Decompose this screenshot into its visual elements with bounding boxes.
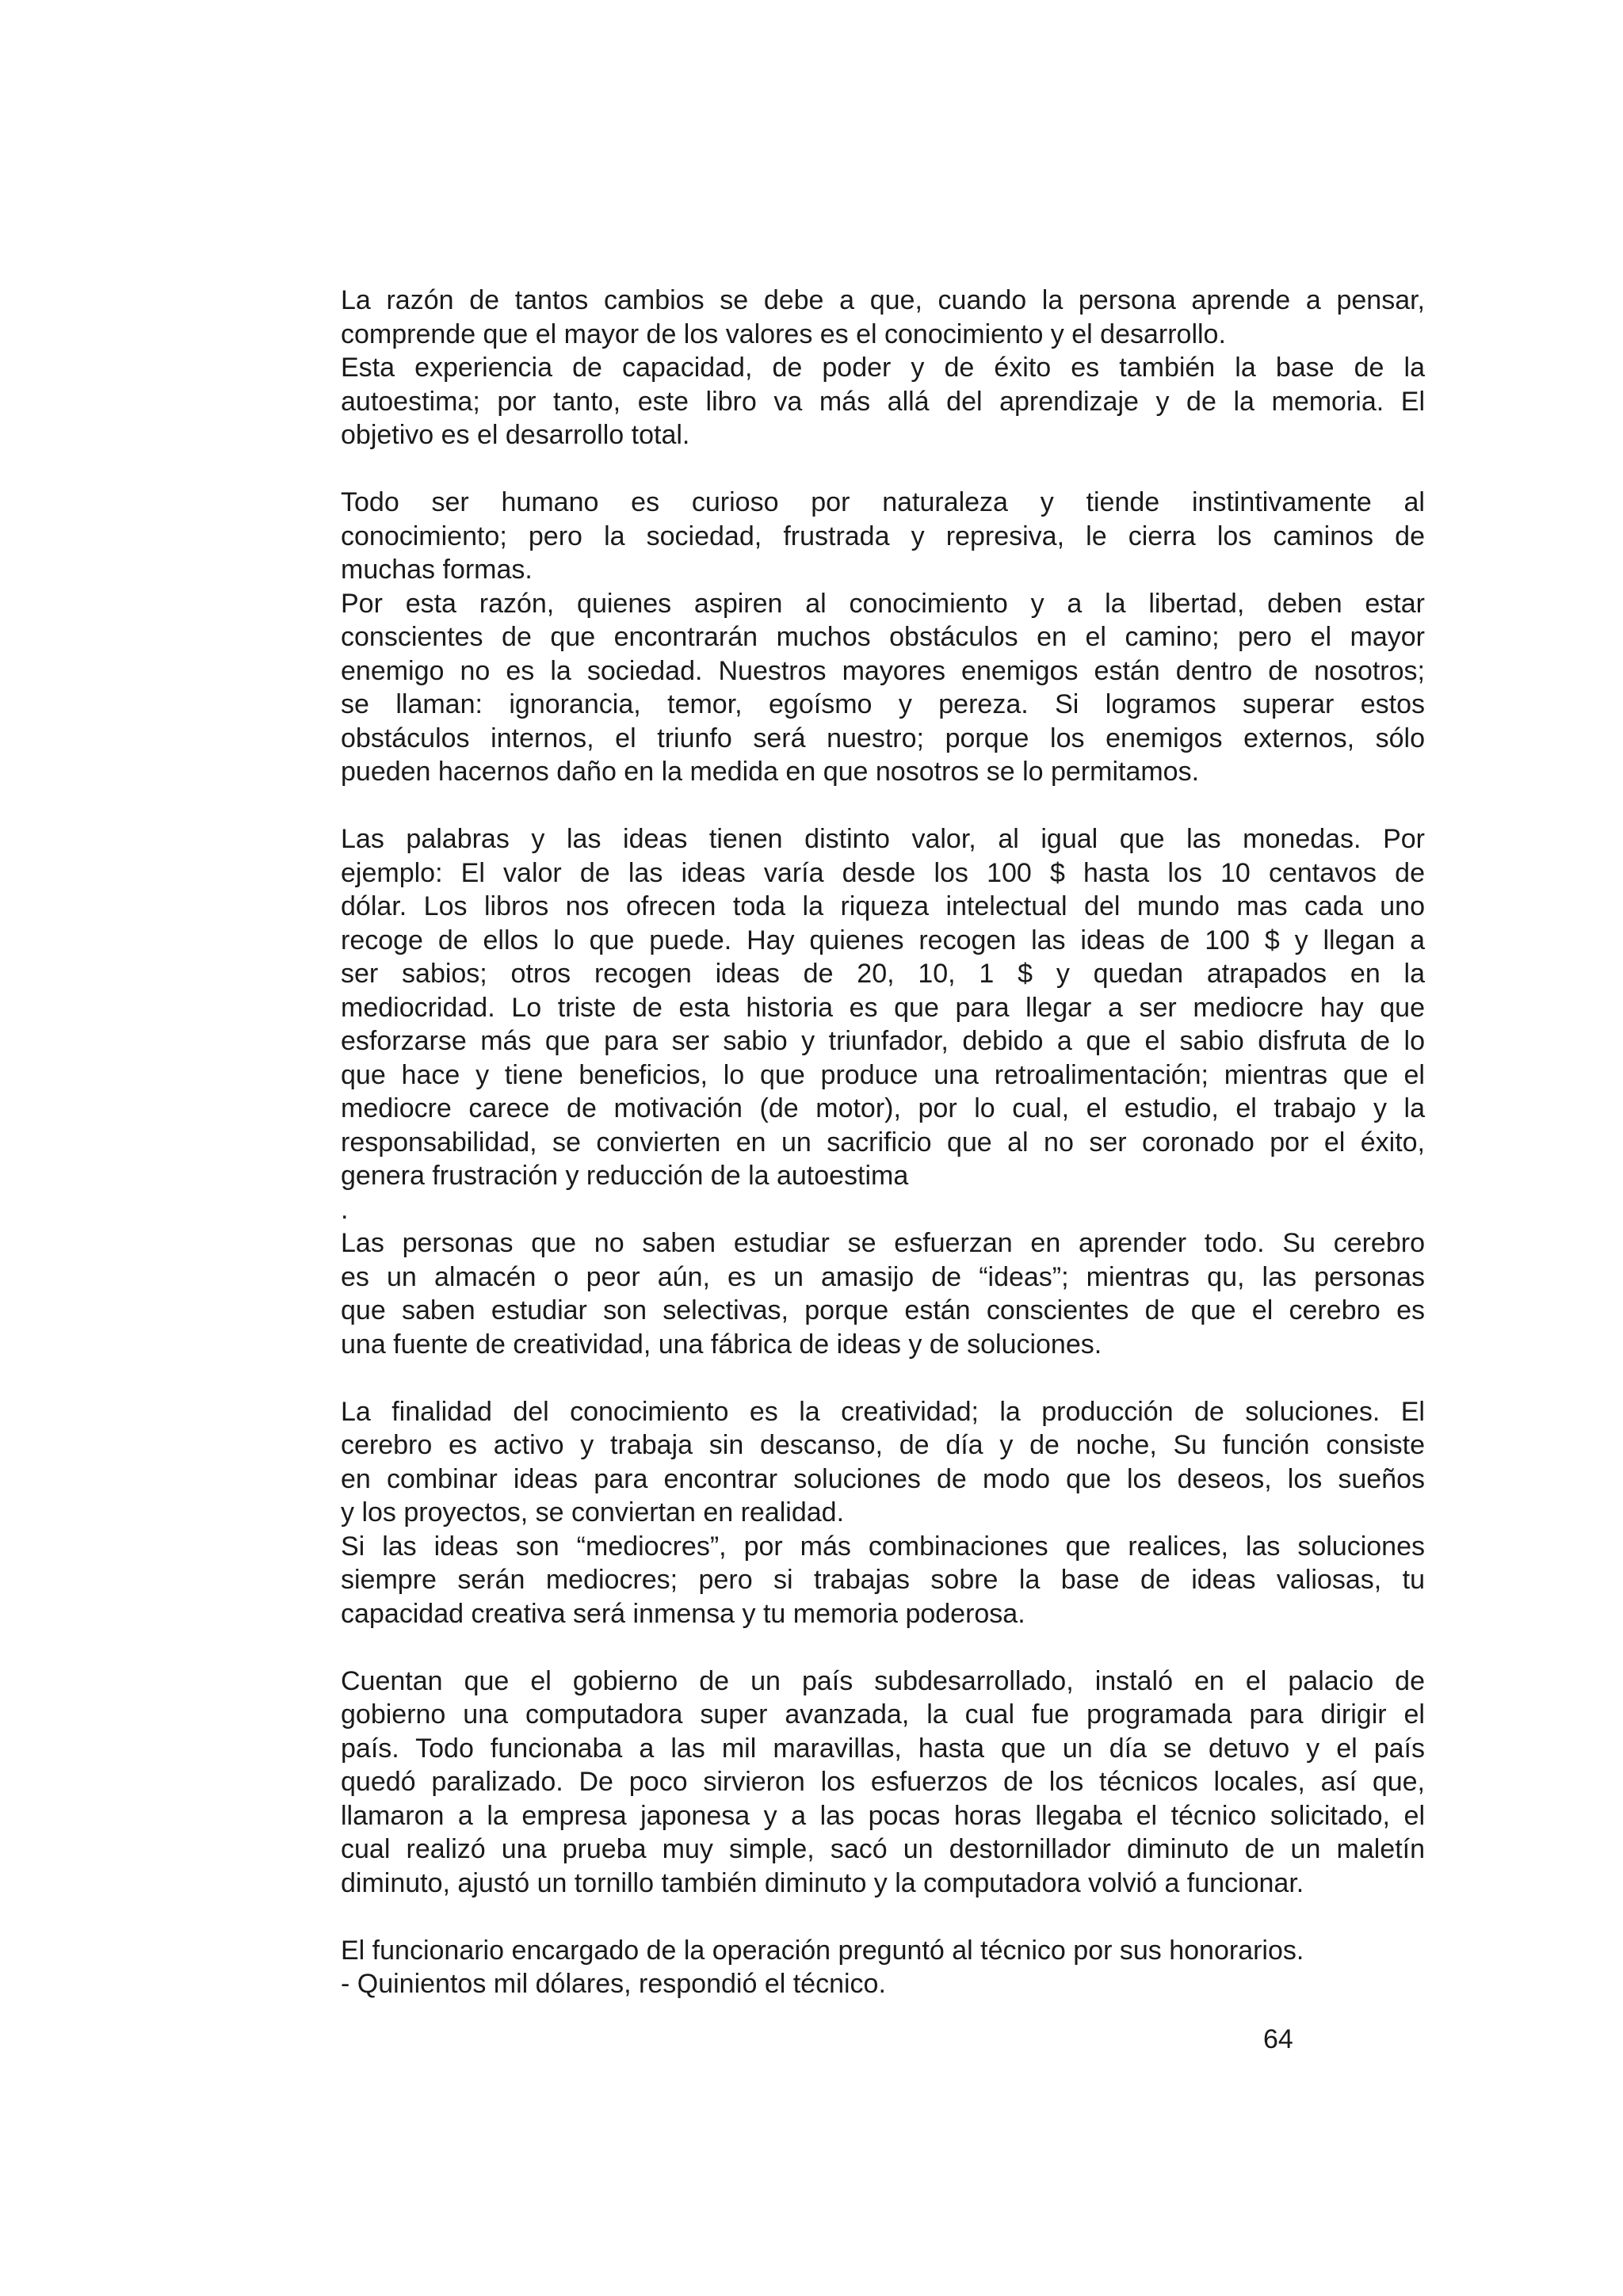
text-line: enemigo no es la sociedad. Nuestros mayores enemigos están dentro de nosotros; xyxy=(341,655,1425,686)
text-line: quedó paralizado. De poco sirvieron los esfuerzos de los técnicos locales, así que, xyxy=(341,1767,1425,1797)
text-line: conscientes de que encontrarán muchos obstáculos en el camino; pero el mayor xyxy=(341,622,1425,652)
text-line: Si las ideas son “mediocres”, por más combinaciones que realices, las soluciones xyxy=(341,1531,1425,1562)
text-line: que saben estudiar son selectivas, porque están conscientes de que el cerebro es xyxy=(341,1295,1425,1325)
text-line: capacidad creativa será inmensa y tu memoria poderosa. xyxy=(341,1598,1025,1629)
text-line: diminuto, ajustó un tornillo también diminuto y la computadora volvió a funcionar. xyxy=(341,1867,1304,1898)
text-line: país. Todo funcionaba a las mil maravillas, hasta que un día se detuvo y el país xyxy=(341,1733,1425,1764)
text-line: La finalidad del conocimiento es la creatividad; la producción de soluciones. El xyxy=(341,1396,1425,1427)
text-line: Por esta razón, quienes aspiren al conocimiento y a la libertad, deben estar xyxy=(341,588,1425,619)
text-line: comprende que el mayor de los valores es el conocimiento y el desarrollo. xyxy=(341,318,1226,349)
text-line: ser sabios; otros recogen ideas de 20, 10, 1 $ y quedan atrapados en la xyxy=(341,959,1425,989)
text-line: Cuentan que el gobierno de un país subdesarrollado, instaló en el palacio de xyxy=(341,1665,1425,1696)
text-line: esforzarse más que para ser sabio y triunfador, debido a que el sabio disfruta de lo xyxy=(341,1026,1425,1056)
text-line: Las palabras y las ideas tienen distinto valor, al igual que las monedas. Por xyxy=(341,824,1425,854)
text-line: dólar. Los libros nos ofrecen toda la riqueza intelectual del mundo mas cada uno xyxy=(341,891,1425,921)
text-line: mediocridad. Lo triste de esta historia es que para llegar a ser mediocre hay que xyxy=(341,992,1425,1023)
text-line: La razón de tantos cambios se debe a que, cuando la persona aprende a pensar, xyxy=(341,285,1425,315)
text-line: responsabilidad, se convierten en un sacrificio que al no ser coronado por el éxito, xyxy=(341,1127,1425,1158)
text-line: mediocre carece de motivación (de motor), por lo cual, el estudio, el trabajo y la xyxy=(341,1093,1425,1123)
text-line: cerebro es activo y trabaja sin descanso, de día y de noche, Su función consiste xyxy=(341,1430,1425,1460)
text-line: es un almacén o peor aún, es un amasijo de “ideas”; mientras qu, las personas xyxy=(341,1261,1425,1292)
text-line: en combinar ideas para encontrar soluciones de modo que los deseos, los sueños xyxy=(341,1463,1425,1494)
text-line: Todo ser humano es curioso por naturaleza y tiende instintivamente al xyxy=(341,487,1425,517)
text-line: autoestima; por tanto, este libro va más allá del aprendizaje y de la memoria. El xyxy=(341,386,1425,417)
text-line: Las personas que no saben estudiar se esfuerzan en aprender todo. Su cerebro xyxy=(341,1228,1425,1258)
text-line: que hace y tiene beneficios, lo que produce una retroalimentación; mientras que el xyxy=(341,1059,1425,1090)
text-line: se llaman: ignorancia, temor, egoísmo y pereza. Si logramos superar estos xyxy=(341,689,1425,719)
paragraph-spacer xyxy=(341,1900,1425,1934)
paragraph-spacer xyxy=(341,789,1425,823)
body-text xyxy=(341,284,1425,2001)
text-line: muchas formas. xyxy=(341,555,533,585)
text-line: cual realizó una prueba muy simple, sacó un destornillador diminuto de un maletín xyxy=(341,1834,1425,1864)
text-line: ejemplo: El valor de las ideas varía desde los 100 $ hasta los 10 centavos de xyxy=(341,857,1425,888)
text-line: gobierno una computadora super avanzada, la cual fue programada para dirigir el xyxy=(341,1699,1425,1730)
paragraph-spacer xyxy=(341,1361,1425,1395)
text-line: obstáculos internos, el triunfo será nuestro; porque los enemigos externos, sólo xyxy=(341,723,1425,753)
page-number: 64 xyxy=(1263,2024,1293,2054)
paragraph-spacer xyxy=(341,1630,1425,1665)
text-line: conocimiento; pero la sociedad, frustrada y represiva, le cierra los caminos de xyxy=(341,521,1425,551)
text-line: recoge de ellos lo que puede. Hay quienes recogen las ideas de 100 $ y llegan a xyxy=(341,925,1425,955)
text-line: - Quinientos mil dólares, respondió el técnico. xyxy=(341,1969,886,1999)
text-line: objetivo es el desarrollo total. xyxy=(341,420,690,450)
text-line: pueden hacernos daño en la medida en que nosotros se lo permitamos. xyxy=(341,757,1200,787)
text-line: una fuente de creatividad, una fábrica de ideas y de soluciones. xyxy=(341,1329,1102,1360)
text-line: El funcionario encargado de la operación preguntó al técnico por sus honorarios. xyxy=(341,1935,1304,1966)
text-line: Esta experiencia de capacidad, de poder y de éxito es también la base de la xyxy=(341,353,1425,383)
text-line: . xyxy=(341,1194,349,1225)
text-line: siempre serán mediocres; pero si trabajas sobre la base de ideas valiosas, tu xyxy=(341,1565,1425,1595)
text-line: llamaron a la empresa japonesa y a las pocas horas llegaba el técnico solicitado, el xyxy=(341,1800,1425,1831)
text-line: genera frustración y reducción de la autoestima xyxy=(341,1161,909,1191)
text-line: y los proyectos, se conviertan en realidad. xyxy=(341,1497,845,1527)
paragraph-spacer xyxy=(341,452,1425,486)
